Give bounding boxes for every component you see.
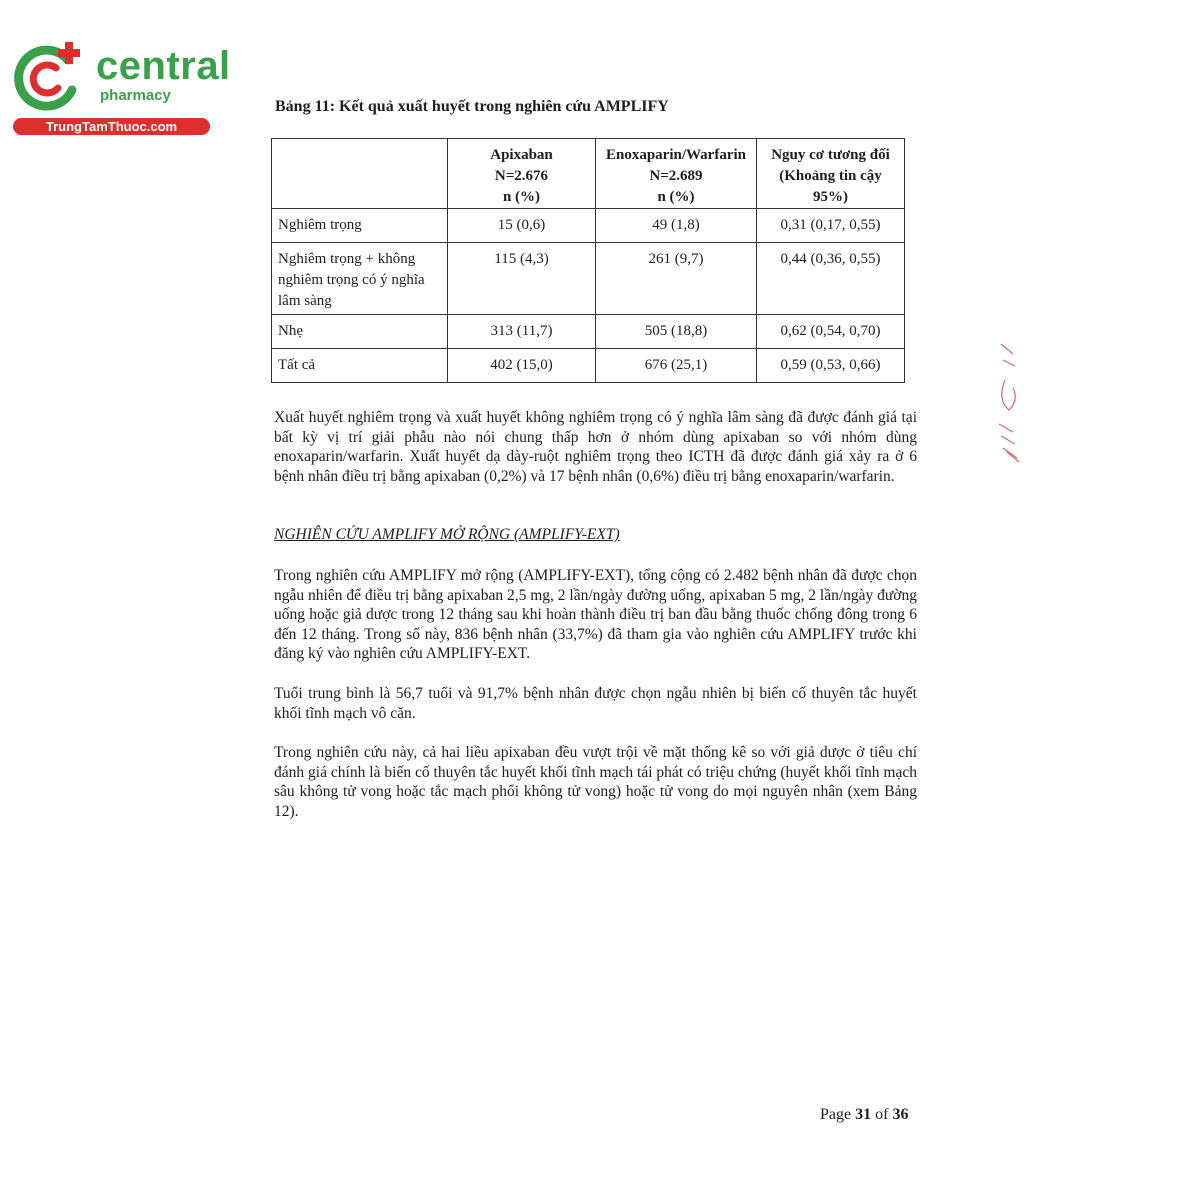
header-line: Nguy cơ tương đối [771,147,890,163]
apixaban-value: 313 (11,7) [448,315,596,349]
header-line: N=2.689 [649,168,703,184]
apixaban-value: 15 (0,6) [448,209,596,243]
current-page: 31 [855,1106,872,1123]
relative-risk-value: 0,62 (0,54, 0,70) [757,315,905,349]
central-logo-icon [10,38,90,118]
relative-risk-value: 0,31 (0,17, 0,55) [757,209,905,243]
bleeding-results-table [271,138,905,383]
paragraph-patient-age: Tuổi trung bình là 56,7 tuổi và 91,7% bệnh nhân được chọn ngẫu nhiên bị biến cố thuyên tắc huyết khối tĩnh mạch vô căn. [274,685,917,722]
header-empty-cell [272,139,448,209]
of-word: of [875,1106,889,1123]
relative-risk-value: 0,59 (0,53, 0,66) [757,349,905,383]
paragraph-efficacy-result: Trong nghiên cứu này, cả hai liều apixaban đều vượt trội về mặt thống kê so với giả dược ở tiêu chí đánh giá chính là biến cố thuyên tắc huyết khối tĩnh mạch tái phát có triệu chứng (huyết khối tĩnh mạch sâu không tử vong hoặc tắc mạch phổi không tử vong) hoặc tử vong do mọi nguyên nhân (xem Bảng 12). [274,744,917,820]
page-word: Page [820,1106,852,1123]
row-label: Nghiêm trọng + không nghiêm trọng có ý nghĩa lâm sàng [272,243,448,315]
header-line: (Khoảng tin cậy [779,168,882,184]
apixaban-value: 402 (15,0) [448,349,596,383]
header-enoxaparin-warfarin [596,139,757,209]
table-caption: Bảng 11: Kết quả xuất huyết trong nghiên cứu AMPLIFY [275,98,669,115]
header-line: 95%) [813,189,848,205]
row-label: Nhẹ [272,315,448,349]
header-line: N=2.676 [494,168,549,184]
section-heading-amplify-ext: NGHIÊN CỨU AMPLIFY MỞ RỘNG (AMPLIFY-EXT) [274,526,620,543]
enoxaparin-value: 261 (9,7) [596,243,757,315]
table-row [272,315,905,349]
table-row [272,209,905,243]
page-number [820,1106,908,1124]
row-label: Tất cả [272,349,448,383]
enoxaparin-value: 676 (25,1) [596,349,757,383]
header-line: n (%) [657,189,695,205]
header-line: Enoxaparin/Warfarin [605,147,747,163]
table-row [272,243,905,315]
header-apixaban [448,139,596,209]
handwritten-mark [995,340,1025,465]
apixaban-value: 115 (4,3) [448,243,596,315]
logo-brand: central [96,44,231,88]
logo-site-badge: TrungTamThuoc.com [13,118,210,135]
header-relative-risk [757,139,905,209]
row-label: Nghiêm trọng [272,209,448,243]
enoxaparin-value: 49 (1,8) [596,209,757,243]
relative-risk-value: 0,44 (0,36, 0,55) [757,243,905,315]
header-line: n (%) [502,189,541,205]
paragraph-amplify-ext-design: Trong nghiên cứu AMPLIFY mở rộng (AMPLIFY-EXT), tổng cộng có 2.482 bệnh nhân đã được chọn ngẫu nhiên để điều trị bằng apixaban 2,5 mg, 2 lần/ngày đường uống, apixaban 5 mg, 2 lần/ngày đường uống hoặc giả dược trong 12 tháng sau khi hoàn thành điều trị ban đầu bằng thuốc chống đông trong 6 đến 12 tháng. Trong số này, 836 bệnh nhân (33,7%) đã tham gia vào nghiên cứu AMPLIFY trước khi đăng ký vào nghiên cứu AMPLIFY-EXT. [274,567,917,662]
header-line: Apixaban [490,147,553,163]
logo-subtitle: pharmacy [100,87,171,104]
total-pages: 36 [892,1106,909,1123]
table-header-row [272,139,905,209]
paragraph-bleeding-summary: Xuất huyết nghiêm trọng và xuất huyết không nghiêm trọng có ý nghĩa lâm sàng đã được đánh giá tại bất kỳ vị trí giải phẫu nào nói chung thấp hơn ở nhóm dùng apixaban so với nhóm dùng enoxaparin/warfarin. Xuất huyết dạ dày-ruột nghiêm trọng theo ICTH đã được đánh giá xảy ra ở 6 bệnh nhân điều trị bằng apixaban (0,2%) và 17 bệnh nhân (0,6%) điều trị bằng enoxaparin/warfarin. [274,409,917,485]
enoxaparin-value: 505 (18,8) [596,315,757,349]
table-row [272,349,905,383]
central-pharmacy-logo [10,38,231,138]
